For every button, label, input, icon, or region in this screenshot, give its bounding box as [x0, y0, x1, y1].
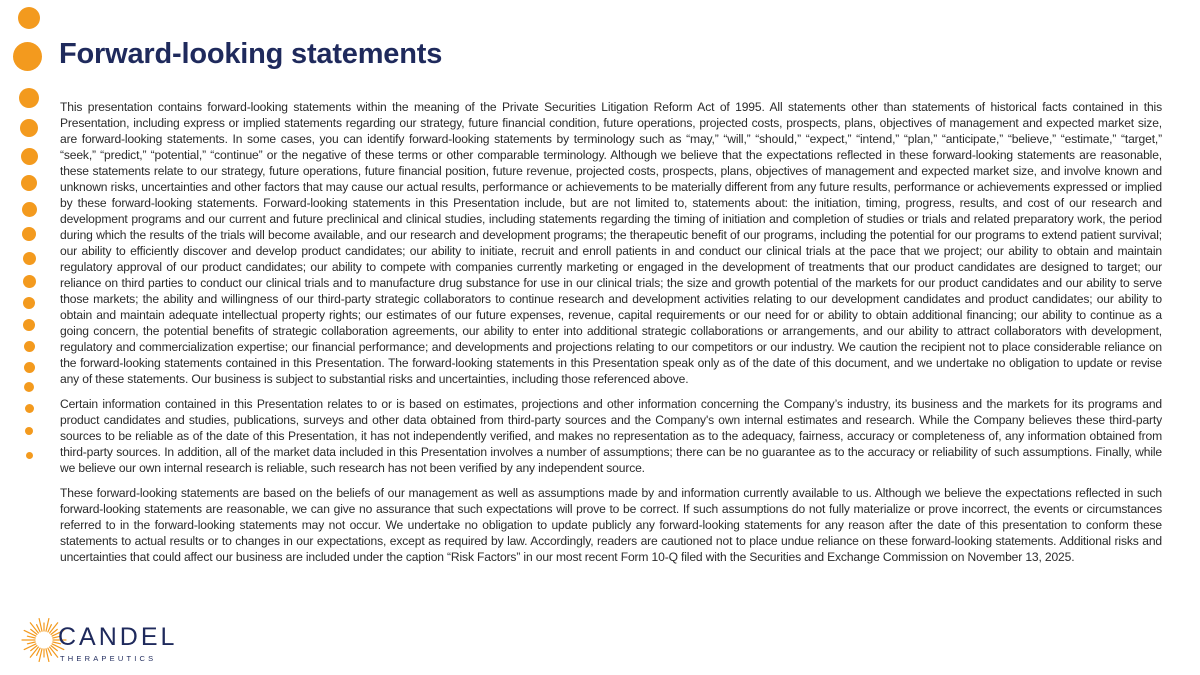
- decorative-dot: [18, 7, 40, 29]
- company-logo: [18, 612, 178, 668]
- decorative-dot: [21, 148, 38, 165]
- paragraph-assumptions: These forward-looking statements are based on the beliefs of our management as well as assumptions made by and information currently available to us. Although we believe the expectations reflected in such forward-looking statements are reasonable, we can give no assurance that such expectations will prove to be correct. If such assumptions do not fully materialize or prove incorrect, the events or circumstances referred to in the forward-looking statements may not occur. We undertake no obligation to update publicly any forward-looking statements for any reason after the date of this presentation to conform these statements to actual results or to changes in our expectations, except as required by law. Accordingly, readers are cautioned not to place undue reliance on these forward-looking statements. Additional risks and uncertainties that could affect our business are included under the caption “Risk Factors” in our most recent Form 10-Q filed with the Securities and Exchange Commission on November 13, 2025.: [60, 486, 1162, 564]
- decorative-dot: [23, 297, 35, 309]
- decorative-dot: [13, 42, 42, 71]
- decorative-dot: [19, 88, 39, 108]
- decorative-dot: [20, 119, 38, 137]
- decorative-dot: [23, 319, 35, 331]
- decorative-dot: [22, 227, 36, 241]
- decorative-dot: [24, 341, 35, 352]
- decorative-dot: [26, 452, 33, 459]
- decorative-dot: [24, 362, 35, 373]
- logo-subtitle: THERAPEUTICS: [60, 654, 157, 663]
- decorative-dot: [25, 404, 34, 413]
- decorative-dot: [23, 252, 36, 265]
- paragraph-market-data: Certain information contained in this Presentation relates to or is based on estimates, projections and other information concerning the Company’s industry, its business and the markets for its programs and product candidates and studies, publications, surveys and other data obtained from third-party sources and the Company's own internal estimates and research. While the Company believes these third-party sources to be reliable as of the date of this Presentation, it has not independently verified, and makes no representation as to the adequacy, fairness, accuracy or completeness of, any information obtained from third-party sources. In addition, all of the market data included in this Presentation involves a number of assumptions; there can be no guarantee as to the accuracy or reliability of such assumptions. Finally, while we believe our own internal research is reliable, such research has not been verified by any independent source.: [60, 397, 1162, 475]
- decorative-dot: [21, 175, 37, 191]
- paragraph-forward-looking: This presentation contains forward-looking statements within the meaning of the Private Securities Litigation Reform Act of 1995. All statements other than statements of historical facts contained in this Presentation, including express or implied statements regarding our strategy, future financial condition, future operations, projected costs, prospects, plans, objectives of management and expected market size, are forward-looking statements. In some cases, you can identify forward-looking statements by terminology such as “may,” “will,” “should,” “expect,” “intend,” “plan,” “anticipate,” “believe,” “estimate,” “target,” “seek,” “predict,” “potential,” “continue” or the negative of these terms or other comparable terminology. Although we believe that the expectations reflected in these forward-looking statements are reasonable, these statements relate to our strategy, future operations, future financial position, future revenue, projected costs, prospects, plans, objectives of management and expected market size, and involve known and unknown risks, uncertainties and other factors that may cause our actual results, performance or achievements to be materially different from any future results, performance or achievements expressed or implied by these forward-looking statements. Forward-looking statements in this Presentation include, but are not limited to, statements about: the initiation, timing, progress, results, and cost of our research and development programs and our current and future preclinical and clinical studies, including statements regarding the timing of initiation and completion of studies or trials and related preparatory work, the period during which the results of the trials will become available, and our research and development programs; the therapeutic benefit of our programs, including the potential for our programs to extend patient survival; our ability to efficiently discover and develop product candidates; our ability to initiate, recruit and enroll patients in and conduct our clinical trials at the pace that we project; our ability to obtain and maintain regulatory approval of our product candidates; our ability to compete with companies currently marketing or engaged in the development of treatments that our product candidates are designed to target; our reliance on third parties to conduct our clinical trials and to manufacture drug substance for use in our clinical trials; the size and growth potential of the markets for our product candidates and our ability to serve those markets; the ability and willingness of our third-party strategic collaborators to continue research and development activities relating to our development candidates and product candidates; our ability to obtain and maintain adequate intellectual property rights; our estimates of our future expenses, revenue, capital requirements or our need for or ability to obtain additional financing; our ability to continue as a going concern, the potential benefits of strategic collaboration agreements, our ability to enter into additional strategic collaborations or arrangements, and our ability to attract collaborators with development, regulatory and commercialization expertise; our financial performance; and developments and projections relating to our competitors or our industry. We caution the recipient not to place considerable reliance on the forward-looking statements contained in this Presentation. The forward-looking statements in this Presentation speak only as of the date of this document, and we undertake no obligation to update or revise any of these statements. Our business is subject to substantial risks and uncertainties, including those referenced above.: [60, 100, 1162, 386]
- decorative-dot: [23, 275, 36, 288]
- logo-wordmark: CANDEL: [58, 623, 178, 651]
- decorative-dot: [24, 382, 34, 392]
- decorative-dot: [25, 427, 33, 435]
- page-title: Forward-looking statements: [59, 38, 443, 70]
- decorative-dot: [22, 202, 37, 217]
- decorative-dot-column: [0, 0, 60, 675]
- body-text: [60, 99, 1162, 574]
